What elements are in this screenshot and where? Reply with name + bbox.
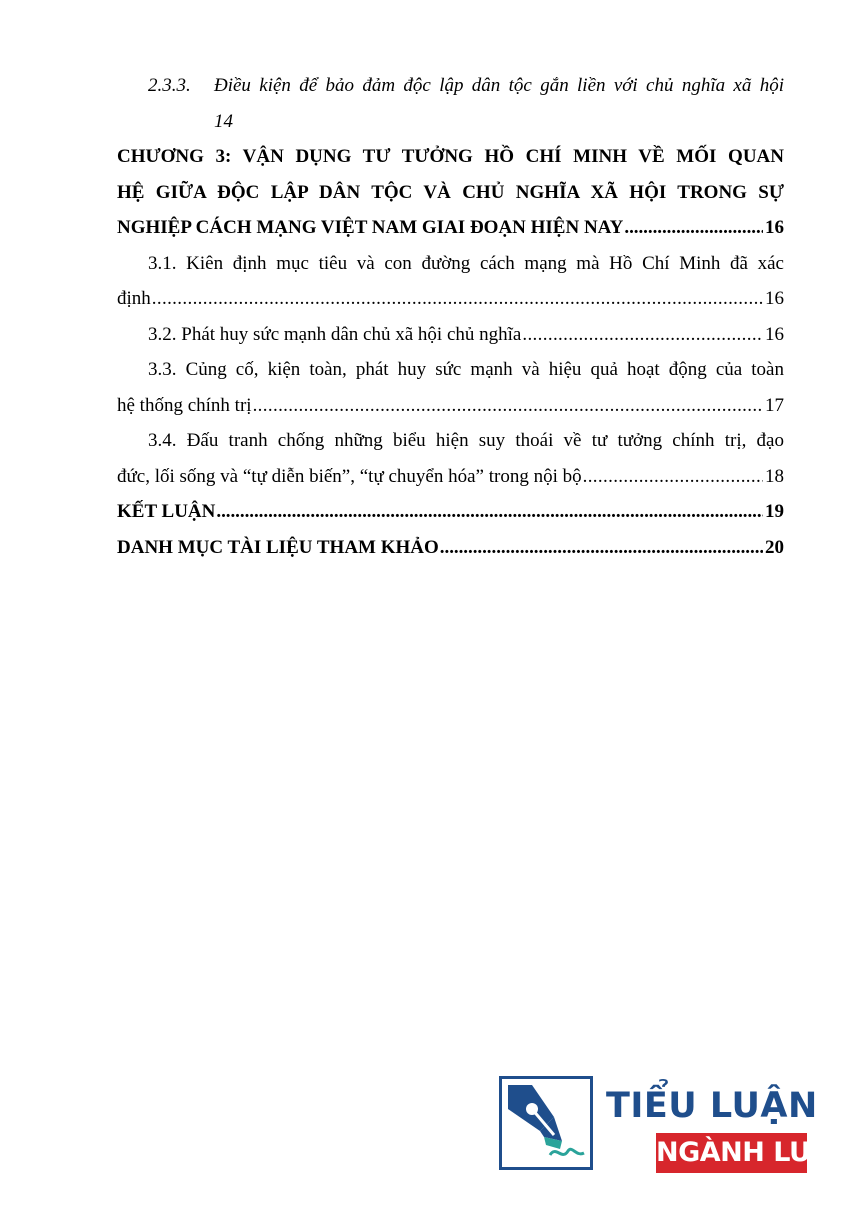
logo-subtitle-badge [656, 1133, 849, 1173]
chapter-title-line-3 [117, 210, 784, 246]
toc-item-title-cont: hệ thống chính trị [117, 394, 252, 416]
toc-item-title: KẾT LUẬN [117, 501, 216, 522]
toc-page-number: 16 [765, 323, 784, 345]
dot-leader [624, 210, 763, 246]
toc-page-number: 16 [765, 288, 784, 309]
toc-item-line [117, 459, 784, 495]
toc-page-number: 19 [765, 501, 784, 522]
chapter-title-line-2: HỆ GIỮA ĐỘC LẬP DÂN TỘC VÀ CHỦ NGHĨA XÃ HỘI TRONG SỰ [117, 181, 784, 203]
dot-leader [152, 281, 763, 317]
chapter-title-line-1: CHƯƠNG 3: VẬN DỤNG TƯ TƯỞNG HỒ CHÍ MINH VỀ MỐI QUAN [117, 146, 784, 167]
toc-item-3-4[interactable] [117, 423, 784, 494]
pen-nib-icon [499, 1076, 593, 1170]
toc-item-title: 3.3. Củng cố, kiện toàn, phát huy sức mạnh và hiệu quả hoạt động của toàn [148, 359, 784, 380]
toc-item-line [117, 281, 784, 317]
toc-page-number: 14 [214, 110, 233, 132]
toc-item-line [117, 352, 784, 388]
pen-nib-svg [502, 1079, 590, 1167]
dot-leader [440, 530, 763, 566]
toc-references[interactable] [117, 530, 784, 566]
toc-item-3-3[interactable] [117, 352, 784, 423]
toc-item-title: DANH MỤC TÀI LIỆU THAM KHẢO [117, 536, 439, 558]
toc-page-number: 18 [765, 465, 784, 487]
dot-leader [522, 317, 763, 353]
toc-page-number: 17 [765, 394, 784, 416]
toc-item-2-3-3[interactable] [117, 68, 784, 104]
toc-item-page [117, 104, 784, 140]
toc-item-title: Điều kiện để bảo đảm độc lập dân tộc gắn liền với chủ nghĩa xã hội [214, 75, 784, 96]
brand-logo [499, 1076, 849, 1173]
toc-item-title: 3.4. Đấu tranh chống những biểu hiện suy thoái về tư tưởng chính trị, đạo [148, 430, 784, 451]
dot-leader [253, 388, 763, 424]
toc-conclusion[interactable] [117, 494, 784, 530]
toc-item-title: 3.2. Phát huy sức mạnh dân chủ xã hội chủ nghĩa [148, 323, 522, 345]
toc-item-line [117, 388, 784, 424]
dot-leader [583, 459, 763, 495]
table-of-contents [117, 68, 784, 565]
toc-page-number: 20 [765, 536, 784, 558]
toc-page-number: 16 [765, 217, 784, 238]
toc-chapter-3[interactable] [117, 139, 784, 246]
toc-item-title: 3.1. Kiên định mục tiêu và con đường cách mạng mà Hồ Chí Minh đã xác [148, 252, 784, 274]
chapter-title-text: NGHIỆP CÁCH MẠNG VIỆT NAM GIAI ĐOẠN HIỆN NAY [117, 217, 624, 238]
dot-leader [216, 494, 763, 530]
toc-item-3-2[interactable] [117, 317, 784, 353]
toc-item-title-cont: định [117, 288, 151, 309]
toc-item-3-1[interactable] [117, 246, 784, 317]
toc-item-line [117, 246, 784, 282]
toc-item-title-cont: đức, lối sống và “tự diễn biến”, “tự chuyển hóa” trong nội bộ [117, 465, 582, 487]
toc-item-number: 2.3.3. [148, 75, 191, 96]
toc-item-line [117, 423, 784, 459]
logo-subtitle: NGÀNH LUẬT [656, 1137, 849, 1168]
logo-title: TIỂU LUẬN [606, 1086, 818, 1126]
